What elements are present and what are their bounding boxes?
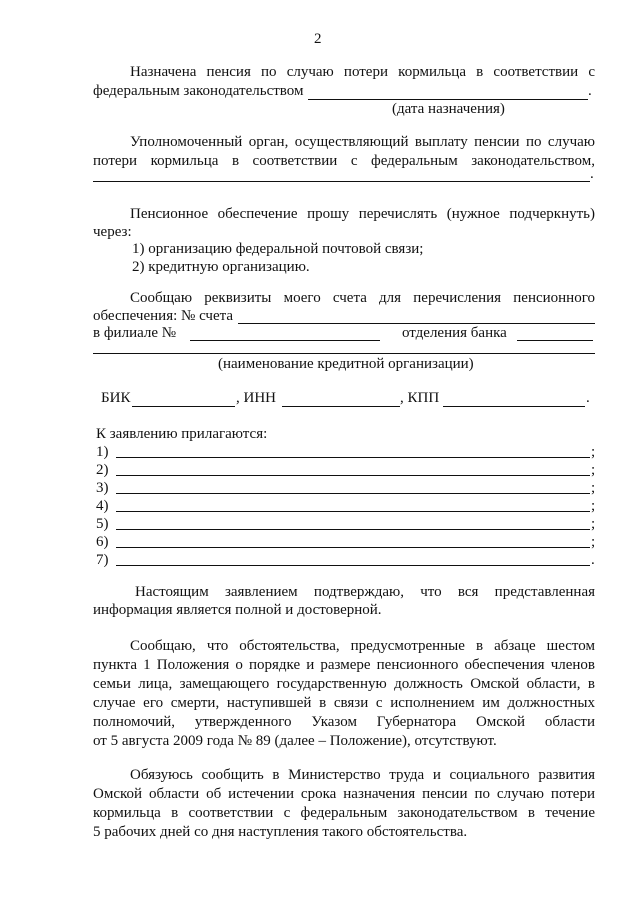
attachment-number: 7) <box>96 552 109 568</box>
option-postal[interactable]: 1) организацию федеральной почтовой связи; <box>132 241 424 257</box>
attachment-field[interactable] <box>116 565 590 566</box>
attachment-end: . <box>591 552 595 568</box>
end-mark: . <box>590 166 594 182</box>
attachment-field[interactable] <box>116 493 590 494</box>
circumstances-text: Сообщаю, что обстоятельства, предусмотренные в абзаце шестом <box>130 638 595 654</box>
circumstances-text-5: полномочий, утвержденного Указом Губернатора Омской области <box>93 714 595 730</box>
authorized-body-field[interactable] <box>93 181 590 182</box>
attachment-field[interactable] <box>116 475 590 476</box>
confirmation-text: Настоящим заявлением подтверждаю, что вся представленная <box>135 584 595 600</box>
authorized-body-text-2: потери кормильца в соответствии с федеральным законодательством, <box>93 153 595 169</box>
department-field[interactable] <box>517 340 593 341</box>
option-credit-org[interactable]: 2) кредитную организацию. <box>132 259 310 275</box>
circumstances-text-4: случае его смерти, наступившей в связи с исполнением им должностных <box>93 695 595 711</box>
obligation-text: Обязуюсь сообщить в Министерство труда и социального развития <box>130 767 595 783</box>
account-number-label: обеспечения: № счета <box>93 308 234 324</box>
kpp-label: , КПП <box>400 390 440 406</box>
attachment-end: ; <box>591 534 596 550</box>
kpp-field[interactable] <box>443 406 585 407</box>
credit-org-caption: (наименование кредитной организации) <box>218 356 474 372</box>
attachment-field[interactable] <box>116 547 590 548</box>
end-mark: . <box>588 83 592 99</box>
attachment-number: 6) <box>96 534 109 550</box>
confirmation-text-2: информация является полной и достоверной. <box>93 602 382 618</box>
pension-transfer-text-2: через: <box>93 224 132 240</box>
attachment-end: ; <box>591 462 596 478</box>
date-caption: (дата назначения) <box>392 101 505 117</box>
department-label: отделения банка <box>402 325 507 341</box>
attachment-number: 1) <box>96 444 109 460</box>
bik-field[interactable] <box>132 406 235 407</box>
obligation-text-3: кормильца в соответствии с федеральным законодательством в течение <box>93 805 595 821</box>
attachment-number: 2) <box>96 462 109 478</box>
pension-assigned-text-2: федеральным законодательством <box>93 83 304 99</box>
pension-transfer-text: Пенсионное обеспечение прошу перечислять (нужное подчеркнуть) <box>130 206 595 222</box>
authorized-body-text: Уполномоченный орган, осуществляющий выплату пенсии по случаю <box>130 134 595 150</box>
obligation-text-2: Омской области об истечении срока назначения пенсии по случаю потери <box>93 786 595 802</box>
attachment-number: 4) <box>96 498 109 514</box>
attachment-end: ; <box>591 480 596 496</box>
circumstances-text-2: пункта 1 Положения о порядке и размере пенсионного обеспечения членов <box>93 657 595 673</box>
attachment-field[interactable] <box>116 529 590 530</box>
end-mark: . <box>586 390 590 406</box>
attachment-end: ; <box>591 498 596 514</box>
circumstances-text-3: семьи лица, замещающего государственную должность Омской области, в <box>93 676 595 692</box>
attachment-field[interactable] <box>116 457 590 458</box>
circumstances-text-6: от 5 августа 2009 года № 89 (далее – Положение), отсутствуют. <box>93 733 497 749</box>
obligation-text-4: 5 рабочих дней со дня наступления такого обстоятельства. <box>93 824 468 840</box>
attachments-heading: К заявлению прилагаются: <box>96 426 268 442</box>
branch-number-field[interactable] <box>190 340 380 341</box>
attachment-number: 3) <box>96 480 109 496</box>
account-details-text: Сообщаю реквизиты моего счета для перечисления пенсионного <box>130 290 595 306</box>
inn-label: , ИНН <box>236 390 276 406</box>
branch-label: в филиале № <box>93 325 177 341</box>
inn-field[interactable] <box>282 406 400 407</box>
attachment-end: ; <box>591 516 596 532</box>
bik-label: БИК <box>101 390 131 406</box>
credit-org-name-field[interactable] <box>93 353 595 354</box>
attachment-field[interactable] <box>116 511 590 512</box>
pension-assigned-text: Назначена пенсия по случаю потери кормильца в соответствии с <box>130 64 595 80</box>
attachment-end: ; <box>591 444 596 460</box>
page-number: 2 <box>314 31 322 47</box>
attachment-number: 5) <box>96 516 109 532</box>
